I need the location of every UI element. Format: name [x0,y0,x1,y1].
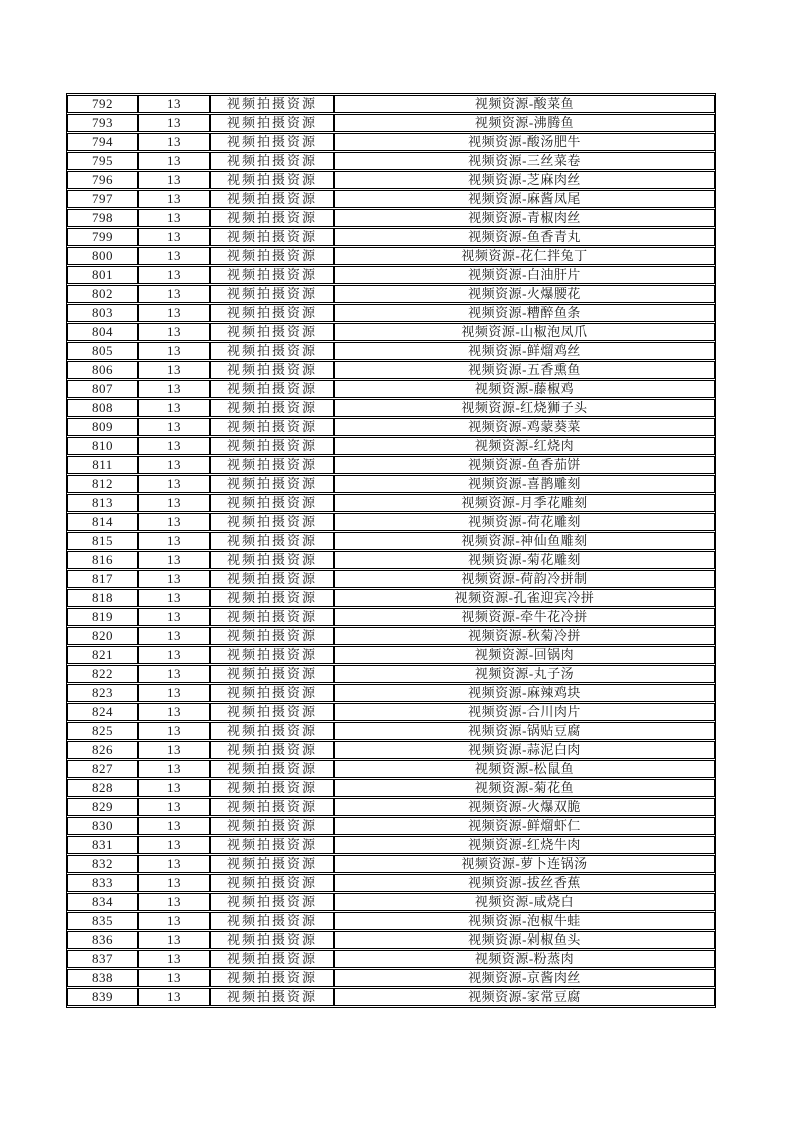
cell-resource-name: 视频资源-粉蒸肉 [334,950,715,968]
cell-resource-name: 视频资源-山椒泡凤爪 [334,323,715,341]
cell-category-code: 13 [138,855,210,873]
cell-serial-number: 813 [67,494,138,512]
table-row [67,323,715,341]
cell-resource-type: 视频拍摄资源 [210,209,334,227]
cell-resource-type: 视频拍摄资源 [210,779,334,797]
cell-resource-type: 视频拍摄资源 [210,741,334,759]
cell-resource-name: 视频资源-荷花雕刻 [334,513,715,531]
cell-resource-name: 视频资源-合川肉片 [334,703,715,721]
cell-resource-name: 视频资源-红烧狮子头 [334,399,715,417]
cell-category-code: 13 [138,95,210,113]
table-row [67,969,715,987]
table-row [67,456,715,474]
cell-category-code: 13 [138,589,210,607]
cell-category-code: 13 [138,437,210,455]
cell-resource-type: 视频拍摄资源 [210,950,334,968]
cell-resource-type: 视频拍摄资源 [210,399,334,417]
cell-category-code: 13 [138,323,210,341]
table-row [67,418,715,436]
cell-resource-type: 视频拍摄资源 [210,532,334,550]
table-row [67,247,715,265]
table-row [67,437,715,455]
cell-resource-name: 视频资源-牵牛花冷拼 [334,608,715,626]
cell-resource-name: 视频资源-丸子汤 [334,665,715,683]
cell-resource-type: 视频拍摄资源 [210,152,334,170]
cell-category-code: 13 [138,475,210,493]
cell-resource-name: 视频资源-蒜泥白肉 [334,741,715,759]
cell-category-code: 13 [138,969,210,987]
table-row [67,342,715,360]
cell-category-code: 13 [138,494,210,512]
table-row [67,836,715,854]
cell-serial-number: 802 [67,285,138,303]
cell-serial-number: 797 [67,190,138,208]
cell-resource-name: 视频资源-喜鹊雕刻 [334,475,715,493]
cell-resource-type: 视频拍摄资源 [210,798,334,816]
cell-resource-type: 视频拍摄资源 [210,285,334,303]
table-row [67,817,715,835]
cell-serial-number: 799 [67,228,138,246]
table-body [67,95,715,1006]
cell-category-code: 13 [138,418,210,436]
table-row [67,608,715,626]
cell-serial-number: 818 [67,589,138,607]
cell-serial-number: 836 [67,931,138,949]
table-row [67,703,715,721]
cell-resource-name: 视频资源-孔雀迎宾冷拼 [334,589,715,607]
cell-resource-type: 视频拍摄资源 [210,190,334,208]
cell-resource-name: 视频资源-沸腾鱼 [334,114,715,132]
cell-resource-type: 视频拍摄资源 [210,551,334,569]
cell-category-code: 13 [138,646,210,664]
cell-resource-type: 视频拍摄资源 [210,133,334,151]
cell-serial-number: 805 [67,342,138,360]
resource-table [66,93,716,1008]
cell-category-code: 13 [138,133,210,151]
cell-category-code: 13 [138,266,210,284]
table-row [67,988,715,1006]
cell-resource-type: 视频拍摄资源 [210,380,334,398]
cell-resource-name: 视频资源-鱼香茄饼 [334,456,715,474]
cell-category-code: 13 [138,190,210,208]
table-row [67,494,715,512]
cell-resource-name: 视频资源-火爆腰花 [334,285,715,303]
table-row [67,209,715,227]
table-row [67,513,715,531]
table-row [67,665,715,683]
cell-serial-number: 793 [67,114,138,132]
cell-resource-name: 视频资源-五香熏鱼 [334,361,715,379]
cell-category-code: 13 [138,988,210,1006]
cell-category-code: 13 [138,361,210,379]
cell-category-code: 13 [138,228,210,246]
cell-resource-type: 视频拍摄资源 [210,912,334,930]
cell-serial-number: 807 [67,380,138,398]
cell-serial-number: 839 [67,988,138,1006]
cell-serial-number: 837 [67,950,138,968]
table-row [67,893,715,911]
cell-category-code: 13 [138,722,210,740]
cell-category-code: 13 [138,931,210,949]
cell-serial-number: 816 [67,551,138,569]
table-row [67,95,715,113]
table-row [67,722,715,740]
cell-serial-number: 825 [67,722,138,740]
cell-serial-number: 830 [67,817,138,835]
cell-serial-number: 817 [67,570,138,588]
cell-serial-number: 827 [67,760,138,778]
cell-category-code: 13 [138,703,210,721]
cell-serial-number: 800 [67,247,138,265]
cell-resource-type: 视频拍摄资源 [210,836,334,854]
cell-resource-name: 视频资源-青椒肉丝 [334,209,715,227]
cell-resource-name: 视频资源-糟醉鱼条 [334,304,715,322]
cell-resource-name: 视频资源-藤椒鸡 [334,380,715,398]
cell-category-code: 13 [138,247,210,265]
cell-category-code: 13 [138,513,210,531]
cell-resource-name: 视频资源-酸菜鱼 [334,95,715,113]
cell-resource-type: 视频拍摄资源 [210,361,334,379]
cell-resource-name: 视频资源-松鼠鱼 [334,760,715,778]
cell-resource-type: 视频拍摄资源 [210,817,334,835]
cell-category-code: 13 [138,570,210,588]
cell-category-code: 13 [138,950,210,968]
table-row [67,741,715,759]
cell-resource-type: 视频拍摄资源 [210,855,334,873]
cell-serial-number: 824 [67,703,138,721]
cell-serial-number: 821 [67,646,138,664]
cell-category-code: 13 [138,836,210,854]
table-row [67,760,715,778]
cell-resource-type: 视频拍摄资源 [210,266,334,284]
cell-resource-type: 视频拍摄资源 [210,760,334,778]
cell-serial-number: 815 [67,532,138,550]
table-row [67,152,715,170]
cell-resource-name: 视频资源-萝卜连锅汤 [334,855,715,873]
cell-category-code: 13 [138,798,210,816]
table-row [67,551,715,569]
cell-serial-number: 823 [67,684,138,702]
cell-resource-type: 视频拍摄资源 [210,988,334,1006]
cell-resource-name: 视频资源-芝麻肉丝 [334,171,715,189]
table-row [67,190,715,208]
cell-category-code: 13 [138,874,210,892]
cell-serial-number: 810 [67,437,138,455]
cell-resource-name: 视频资源-剁椒鱼头 [334,931,715,949]
cell-resource-type: 视频拍摄资源 [210,95,334,113]
cell-resource-type: 视频拍摄资源 [210,418,334,436]
cell-resource-type: 视频拍摄资源 [210,456,334,474]
cell-serial-number: 820 [67,627,138,645]
cell-serial-number: 835 [67,912,138,930]
cell-serial-number: 792 [67,95,138,113]
cell-resource-name: 视频资源-白油肝片 [334,266,715,284]
cell-resource-type: 视频拍摄资源 [210,665,334,683]
cell-resource-name: 视频资源-秋菊冷拼 [334,627,715,645]
cell-resource-type: 视频拍摄资源 [210,494,334,512]
table-row [67,171,715,189]
table-row [67,228,715,246]
cell-resource-name: 视频资源-酸汤肥牛 [334,133,715,151]
cell-resource-name: 视频资源-神仙鱼雕刻 [334,532,715,550]
cell-serial-number: 796 [67,171,138,189]
cell-category-code: 13 [138,399,210,417]
cell-serial-number: 834 [67,893,138,911]
cell-category-code: 13 [138,779,210,797]
table-row [67,646,715,664]
cell-resource-type: 视频拍摄资源 [210,893,334,911]
cell-serial-number: 814 [67,513,138,531]
cell-resource-type: 视频拍摄资源 [210,171,334,189]
cell-resource-type: 视频拍摄资源 [210,627,334,645]
cell-resource-name: 视频资源-菊花鱼 [334,779,715,797]
cell-resource-type: 视频拍摄资源 [210,608,334,626]
cell-serial-number: 822 [67,665,138,683]
cell-resource-name: 视频资源-锅贴豆腐 [334,722,715,740]
cell-serial-number: 819 [67,608,138,626]
cell-category-code: 13 [138,152,210,170]
cell-resource-type: 视频拍摄资源 [210,437,334,455]
table-row [67,475,715,493]
cell-resource-name: 视频资源-拔丝香蕉 [334,874,715,892]
cell-resource-type: 视频拍摄资源 [210,874,334,892]
cell-category-code: 13 [138,342,210,360]
cell-resource-name: 视频资源-麻辣鸡块 [334,684,715,702]
cell-resource-type: 视频拍摄资源 [210,570,334,588]
cell-serial-number: 811 [67,456,138,474]
cell-resource-name: 视频资源-鲜熘鸡丝 [334,342,715,360]
cell-resource-type: 视频拍摄资源 [210,342,334,360]
table-row [67,532,715,550]
table-row [67,950,715,968]
table-row [67,684,715,702]
cell-category-code: 13 [138,608,210,626]
cell-category-code: 13 [138,380,210,398]
cell-category-code: 13 [138,760,210,778]
cell-serial-number: 794 [67,133,138,151]
cell-resource-type: 视频拍摄资源 [210,684,334,702]
cell-serial-number: 833 [67,874,138,892]
table-row [67,912,715,930]
cell-resource-type: 视频拍摄资源 [210,513,334,531]
table-row [67,931,715,949]
cell-resource-type: 视频拍摄资源 [210,228,334,246]
cell-resource-name: 视频资源-红烧肉 [334,437,715,455]
cell-resource-name: 视频资源-泡椒牛蛙 [334,912,715,930]
cell-category-code: 13 [138,817,210,835]
cell-resource-type: 视频拍摄资源 [210,969,334,987]
cell-resource-name: 视频资源-月季花雕刻 [334,494,715,512]
cell-category-code: 13 [138,912,210,930]
table-row [67,285,715,303]
cell-category-code: 13 [138,665,210,683]
table-row [67,133,715,151]
cell-category-code: 13 [138,209,210,227]
cell-resource-name: 视频资源-三丝菜卷 [334,152,715,170]
table-row [67,570,715,588]
table-row [67,266,715,284]
cell-resource-name: 视频资源-家常豆腐 [334,988,715,1006]
table-row [67,380,715,398]
cell-serial-number: 826 [67,741,138,759]
table-row [67,114,715,132]
cell-resource-name: 视频资源-咸烧白 [334,893,715,911]
cell-serial-number: 801 [67,266,138,284]
cell-serial-number: 808 [67,399,138,417]
cell-resource-name: 视频资源-红烧牛肉 [334,836,715,854]
cell-serial-number: 809 [67,418,138,436]
cell-resource-name: 视频资源-花仁拌兔丁 [334,247,715,265]
cell-resource-type: 视频拍摄资源 [210,646,334,664]
cell-serial-number: 838 [67,969,138,987]
cell-category-code: 13 [138,456,210,474]
cell-serial-number: 828 [67,779,138,797]
cell-resource-type: 视频拍摄资源 [210,931,334,949]
cell-resource-type: 视频拍摄资源 [210,703,334,721]
cell-resource-type: 视频拍摄资源 [210,475,334,493]
cell-serial-number: 812 [67,475,138,493]
cell-resource-name: 视频资源-鱼香青丸 [334,228,715,246]
cell-resource-name: 视频资源-鸡蒙葵菜 [334,418,715,436]
cell-serial-number: 803 [67,304,138,322]
cell-category-code: 13 [138,684,210,702]
cell-category-code: 13 [138,304,210,322]
table-row [67,874,715,892]
table-row [67,361,715,379]
cell-resource-type: 视频拍摄资源 [210,247,334,265]
cell-resource-name: 视频资源-京酱肉丝 [334,969,715,987]
cell-serial-number: 829 [67,798,138,816]
cell-category-code: 13 [138,551,210,569]
table-row [67,399,715,417]
cell-resource-name: 视频资源-麻酱凤尾 [334,190,715,208]
cell-category-code: 13 [138,114,210,132]
table-row [67,798,715,816]
cell-resource-type: 视频拍摄资源 [210,304,334,322]
cell-resource-name: 视频资源-菊花雕刻 [334,551,715,569]
cell-serial-number: 831 [67,836,138,854]
cell-resource-type: 视频拍摄资源 [210,589,334,607]
cell-category-code: 13 [138,741,210,759]
cell-resource-name: 视频资源-鲜熘虾仁 [334,817,715,835]
table-row [67,589,715,607]
cell-serial-number: 798 [67,209,138,227]
cell-serial-number: 806 [67,361,138,379]
cell-resource-type: 视频拍摄资源 [210,114,334,132]
cell-category-code: 13 [138,285,210,303]
cell-serial-number: 804 [67,323,138,341]
cell-resource-name: 视频资源-火爆双脆 [334,798,715,816]
cell-category-code: 13 [138,893,210,911]
table-row [67,627,715,645]
cell-category-code: 13 [138,171,210,189]
table-row [67,855,715,873]
cell-resource-type: 视频拍摄资源 [210,323,334,341]
cell-resource-type: 视频拍摄资源 [210,722,334,740]
cell-resource-name: 视频资源-回锅肉 [334,646,715,664]
cell-category-code: 13 [138,532,210,550]
cell-resource-name: 视频资源-荷韵冷拼制 [334,570,715,588]
table-row [67,779,715,797]
cell-serial-number: 832 [67,855,138,873]
table-row [67,304,715,322]
cell-category-code: 13 [138,627,210,645]
cell-serial-number: 795 [67,152,138,170]
